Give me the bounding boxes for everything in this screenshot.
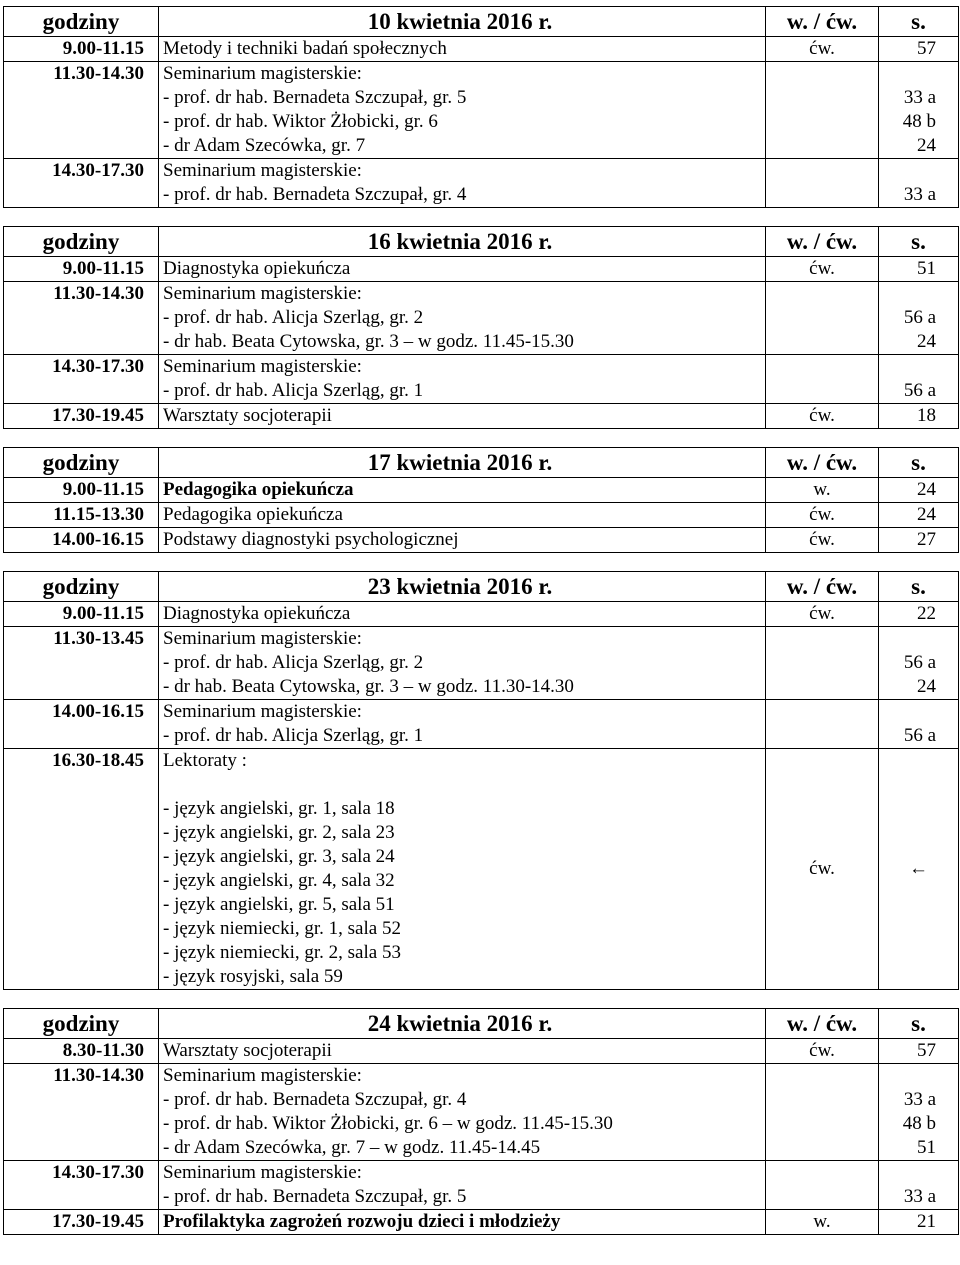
subject-line: Diagnostyka opiekuńcza [163,258,351,279]
row-type: ćw. [766,602,879,627]
room-line: 24 [917,331,936,352]
subject-line: - język angielski, gr. 2, sala 23 [163,822,395,843]
row-time: 14.00-16.15 [4,700,159,749]
subject-line: - prof. dr hab. Bernadeta Szczupał, gr. 4 [163,1089,467,1110]
header-type: w. / ćw. [766,1009,879,1039]
row-subject [159,700,766,749]
subject-line: - dr hab. Beata Cytowska, gr. 3 – w godz. 11.45-15.30 [163,331,574,352]
subject-line: - język angielski, gr. 5, sala 51 [163,894,395,915]
subject-line: Podstawy diagnostyki psychologicznej [163,529,459,550]
subject-line: Seminarium magisterskie: [163,356,362,377]
schedule-row [4,478,959,503]
row-type: w. [766,1210,879,1235]
row-type [766,355,879,404]
row-subject [159,749,766,990]
row-time: 14.00-16.15 [4,528,159,553]
row-time: 14.30-17.30 [4,159,159,208]
day-date: 23 kwietnia 2016 r. [159,572,766,602]
header-hours: godziny [4,7,159,37]
room-line [883,355,936,379]
row-time: 8.30-11.30 [4,1039,159,1064]
row-subject [159,1064,766,1161]
row-type [766,627,879,700]
row-time: 14.30-17.30 [4,1161,159,1210]
subject-line: - język angielski, gr. 1, sala 18 [163,798,395,819]
row-type: ćw. [766,257,879,282]
subject-line: Seminarium magisterskie: [163,1065,362,1086]
subject-line: - prof. dr hab. Bernadeta Szczupał, gr. 5 [163,87,467,108]
header-room: s. [879,1009,959,1039]
schedule-row [4,602,959,627]
row-room [879,355,959,404]
header-room: s. [879,448,959,478]
room-line: 56 a [903,380,936,401]
row-time: 16.30-18.45 [4,749,159,990]
row-subject [159,602,766,627]
day-spacer [0,553,960,571]
row-subject [159,355,766,404]
row-type: ćw. [766,37,879,62]
day-table [3,571,959,990]
row-subject [159,404,766,429]
subject-line: Pedagogika opiekuńcza [163,479,354,500]
row-type [766,1064,879,1161]
room-line: 56 a [903,725,936,746]
room-line: 33 a [903,1186,936,1207]
subject-line: - prof. dr hab. Alicja Szerląg, gr. 2 [163,652,424,673]
subject-line: - prof. dr hab. Bernadeta Szczupał, gr. 4 [163,184,467,205]
room-line: 24 [917,676,936,697]
room-line [883,282,936,306]
row-subject [159,159,766,208]
row-room [879,1064,959,1161]
subject-line: Lektoraty : [163,750,247,771]
day-date: 10 kwietnia 2016 r. [159,7,766,37]
row-room: 57 [879,37,959,62]
row-time: 17.30-19.45 [4,1210,159,1235]
header-type: w. / ćw. [766,572,879,602]
row-type: ćw. [766,404,879,429]
row-time: 14.30-17.30 [4,355,159,404]
subject-line: - język rosyjski, sala 59 [163,966,343,987]
room-line [883,1064,936,1088]
subject-line: Pedagogika opiekuńcza [163,504,343,525]
schedule-row [4,627,959,700]
row-time: 11.30-13.45 [4,627,159,700]
day-date: 16 kwietnia 2016 r. [159,227,766,257]
subject-line: Metody i techniki badań społecznych [163,38,447,59]
subject-line: - prof. dr hab. Alicja Szerląg, gr. 1 [163,725,424,746]
header-type: w. / ćw. [766,7,879,37]
subject-line: - język angielski, gr. 4, sala 32 [163,870,395,891]
row-room: 24 [879,478,959,503]
day-spacer [0,429,960,447]
subject-line: - prof. dr hab. Alicja Szerląg, gr. 2 [163,307,424,328]
row-room [879,159,959,208]
row-subject [159,62,766,159]
subject-line: Seminarium magisterskie: [163,160,362,181]
subject-line: - prof. dr hab. Wiktor Żłobicki, gr. 6 – w godz. 11.45-15.30 [163,1113,613,1134]
row-room [879,1161,959,1210]
room-line [883,62,936,86]
room-line: 33 a [903,87,936,108]
row-time: 9.00-11.15 [4,602,159,627]
left-arrow-icon: ← [879,749,959,990]
row-subject [159,478,766,503]
row-subject [159,528,766,553]
day-date: 17 kwietnia 2016 r. [159,448,766,478]
room-line [883,627,936,651]
subject-line: - język angielski, gr. 3, sala 24 [163,846,395,867]
header-hours: godziny [4,227,159,257]
subject-line: Seminarium magisterskie: [163,283,362,304]
schedule-row [4,257,959,282]
room-line: 56 a [903,652,936,673]
row-time: 9.00-11.15 [4,37,159,62]
row-room: 57 [879,1039,959,1064]
schedule-row [4,355,959,404]
subject-line: - dr Adam Szecówka, gr. 7 [163,135,366,156]
subject-line: Warsztaty socjoterapii [163,405,332,426]
row-room [879,700,959,749]
row-room: 51 [879,257,959,282]
subject-line: Warsztaty socjoterapii [163,1040,332,1061]
room-line: 51 [917,1137,936,1158]
schedule-row [4,1161,959,1210]
row-subject [159,1210,766,1235]
subject-line: Diagnostyka opiekuńcza [163,603,351,624]
room-line: 56 a [903,307,936,328]
schedule-row [4,37,959,62]
header-hours: godziny [4,1009,159,1039]
row-time: 9.00-11.15 [4,257,159,282]
day-table [3,226,959,429]
subject-line: Seminarium magisterskie: [163,701,362,722]
schedule-row [4,1039,959,1064]
row-type [766,282,879,355]
day-header-row [4,7,959,37]
row-time: 9.00-11.15 [4,478,159,503]
schedule-row [4,1210,959,1235]
header-hours: godziny [4,572,159,602]
schedule-row [4,62,959,159]
row-type: ćw. [766,503,879,528]
row-room [879,62,959,159]
schedule-row [4,404,959,429]
row-subject [159,37,766,62]
row-type [766,62,879,159]
day-table [3,6,959,208]
day-table [3,447,959,553]
header-type: w. / ćw. [766,448,879,478]
schedule-row [4,503,959,528]
subject-line: - dr Adam Szecówka, gr. 7 – w godz. 11.45-14.45 [163,1137,541,1158]
row-type: w. [766,478,879,503]
header-type: w. / ćw. [766,227,879,257]
schedule-row [4,282,959,355]
row-time: 17.30-19.45 [4,404,159,429]
subject-line [163,773,761,797]
subject-line: - dr hab. Beata Cytowska, gr. 3 – w godz. 11.30-14.30 [163,676,574,697]
subject-line: - język niemiecki, gr. 2, sala 53 [163,942,401,963]
row-time: 11.30-14.30 [4,62,159,159]
subject-line: Seminarium magisterskie: [163,63,362,84]
subject-line: - prof. dr hab. Wiktor Żłobicki, gr. 6 [163,111,438,132]
row-room: 27 [879,528,959,553]
header-hours: godziny [4,448,159,478]
subject-line: Seminarium magisterskie: [163,1162,362,1183]
room-line [883,159,936,183]
subject-line: Seminarium magisterskie: [163,628,362,649]
row-time: 11.15-13.30 [4,503,159,528]
header-room: s. [879,227,959,257]
day-table [3,1008,959,1235]
row-type [766,700,879,749]
row-subject [159,1161,766,1210]
row-room [879,282,959,355]
row-type [766,159,879,208]
row-subject [159,1039,766,1064]
row-type: ćw. [766,749,879,990]
day-header-row [4,1009,959,1039]
row-room [879,627,959,700]
row-time: 11.30-14.30 [4,282,159,355]
schedule-row [4,749,959,990]
day-spacer [0,990,960,1008]
header-room: s. [879,572,959,602]
row-room: 18 [879,404,959,429]
room-line [883,700,936,724]
row-type [766,1161,879,1210]
subject-line: - prof. dr hab. Bernadeta Szczupał, gr. 5 [163,1186,467,1207]
room-line [883,1161,936,1185]
header-room: s. [879,7,959,37]
row-room: 21 [879,1210,959,1235]
row-room: 22 [879,602,959,627]
room-line: 33 a [903,184,936,205]
subject-line: Profilaktyka zagrożeń rozwoju dzieci i młodzieży [163,1211,561,1232]
day-spacer [0,208,960,226]
schedule-row [4,700,959,749]
room-line: 24 [917,135,936,156]
day-header-row [4,572,959,602]
day-header-row [4,227,959,257]
row-type: ćw. [766,1039,879,1064]
row-subject [159,257,766,282]
row-room: 24 [879,503,959,528]
row-subject [159,503,766,528]
schedule-row [4,159,959,208]
subject-line: - język niemiecki, gr. 1, sala 52 [163,918,401,939]
room-line: 48 b [902,111,936,132]
day-header-row [4,448,959,478]
row-time: 11.30-14.30 [4,1064,159,1161]
schedule-row [4,528,959,553]
subject-line: - prof. dr hab. Alicja Szerląg, gr. 1 [163,380,424,401]
room-line: 48 b [902,1113,936,1134]
day-date: 24 kwietnia 2016 r. [159,1009,766,1039]
schedule-row [4,1064,959,1161]
row-subject [159,627,766,700]
row-subject [159,282,766,355]
room-line: 33 a [903,1089,936,1110]
row-type: ćw. [766,528,879,553]
